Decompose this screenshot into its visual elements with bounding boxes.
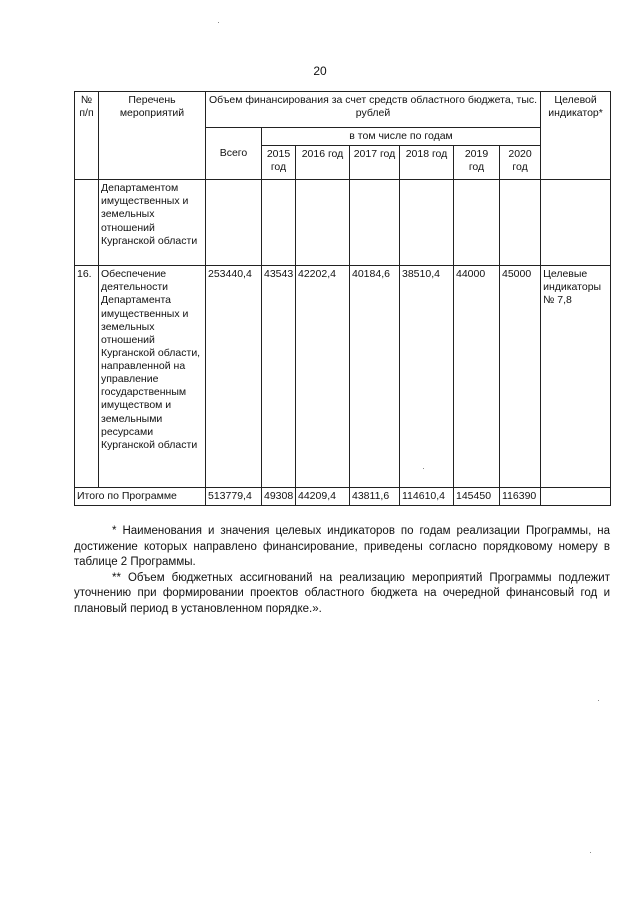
header-year: 2019 год (454, 146, 500, 180)
header-funding: Объем финансирования за счет средств областного бюджета, тыс. рублей (206, 92, 541, 128)
header-year: 2017 год (350, 146, 400, 180)
row-value: 43543 (262, 266, 296, 488)
scan-speck (590, 852, 591, 853)
scan-speck (598, 700, 599, 701)
total-sum: 513779,4 (206, 488, 262, 506)
table-row (75, 266, 611, 488)
row-value: 40184,6 (350, 266, 400, 488)
row-value: 45000 (500, 266, 541, 488)
row-total (206, 180, 262, 266)
total-label: Итого по Программе (75, 488, 206, 506)
header-activity: Перечень мероприятий (99, 92, 206, 180)
header-year: 2016 год (296, 146, 350, 180)
row-activity: Обеспечение деятельности Департамента имущественных и земельных отношений Курганской области, направленной на управление государственным имуществом и земельными ресурсами Курганской области (99, 266, 206, 488)
total-value: 145450 (454, 488, 500, 506)
total-value: 114610,4 (400, 488, 454, 506)
row-value (454, 180, 500, 266)
row-value: 42202,4 (296, 266, 350, 488)
row-indicator: Целевые индикаторы № 7,8 (541, 266, 611, 488)
total-indicator (541, 488, 611, 506)
total-value: 44209,4 (296, 488, 350, 506)
total-row (75, 488, 611, 506)
row-value (296, 180, 350, 266)
row-value (262, 180, 296, 266)
header-year: 2015 год (262, 146, 296, 180)
row-value (400, 180, 454, 266)
row-value: 38510,4 (400, 266, 454, 488)
total-value: 43811,6 (350, 488, 400, 506)
scan-speck (218, 22, 219, 23)
total-value: 49308 (262, 488, 296, 506)
row-num (75, 180, 99, 266)
header-indicator: Целевой индикатор* (541, 92, 611, 180)
footnotes (74, 524, 610, 617)
table-row (75, 180, 611, 266)
row-num: 16. (75, 266, 99, 488)
page-number: 20 (313, 64, 327, 78)
row-value (500, 180, 541, 266)
funding-table (74, 91, 611, 506)
footnote-first: * Наименования и значения целевых индикаторов по годам реализации Программы, на достижение которых направлено финансирование, приведены согласно порядковому номеру в таблице 2 Программы. (74, 525, 610, 569)
row-value: 44000 (454, 266, 500, 488)
footnote-second: ** Объем бюджетных ассигнований на реализацию мероприятий Программы подлежит уточнению при формировании проектов областного бюджета на очередной финансовый год и плановый период в установленном порядке.». (74, 571, 610, 615)
header-year: 2018 год (400, 146, 454, 180)
row-indicator (541, 180, 611, 266)
row-value (350, 180, 400, 266)
row-activity: Департаментом имущественных и земельных отношений Курганской области (99, 180, 206, 266)
header-num: № п/п (75, 92, 99, 180)
header-by-year: в том числе по годам (262, 128, 541, 146)
header-total: Всего (206, 128, 262, 180)
total-value: 116390 (500, 488, 541, 506)
row-total: 253440,4 (206, 266, 262, 488)
header-year: 2020 год (500, 146, 541, 180)
scan-speck (423, 468, 424, 469)
